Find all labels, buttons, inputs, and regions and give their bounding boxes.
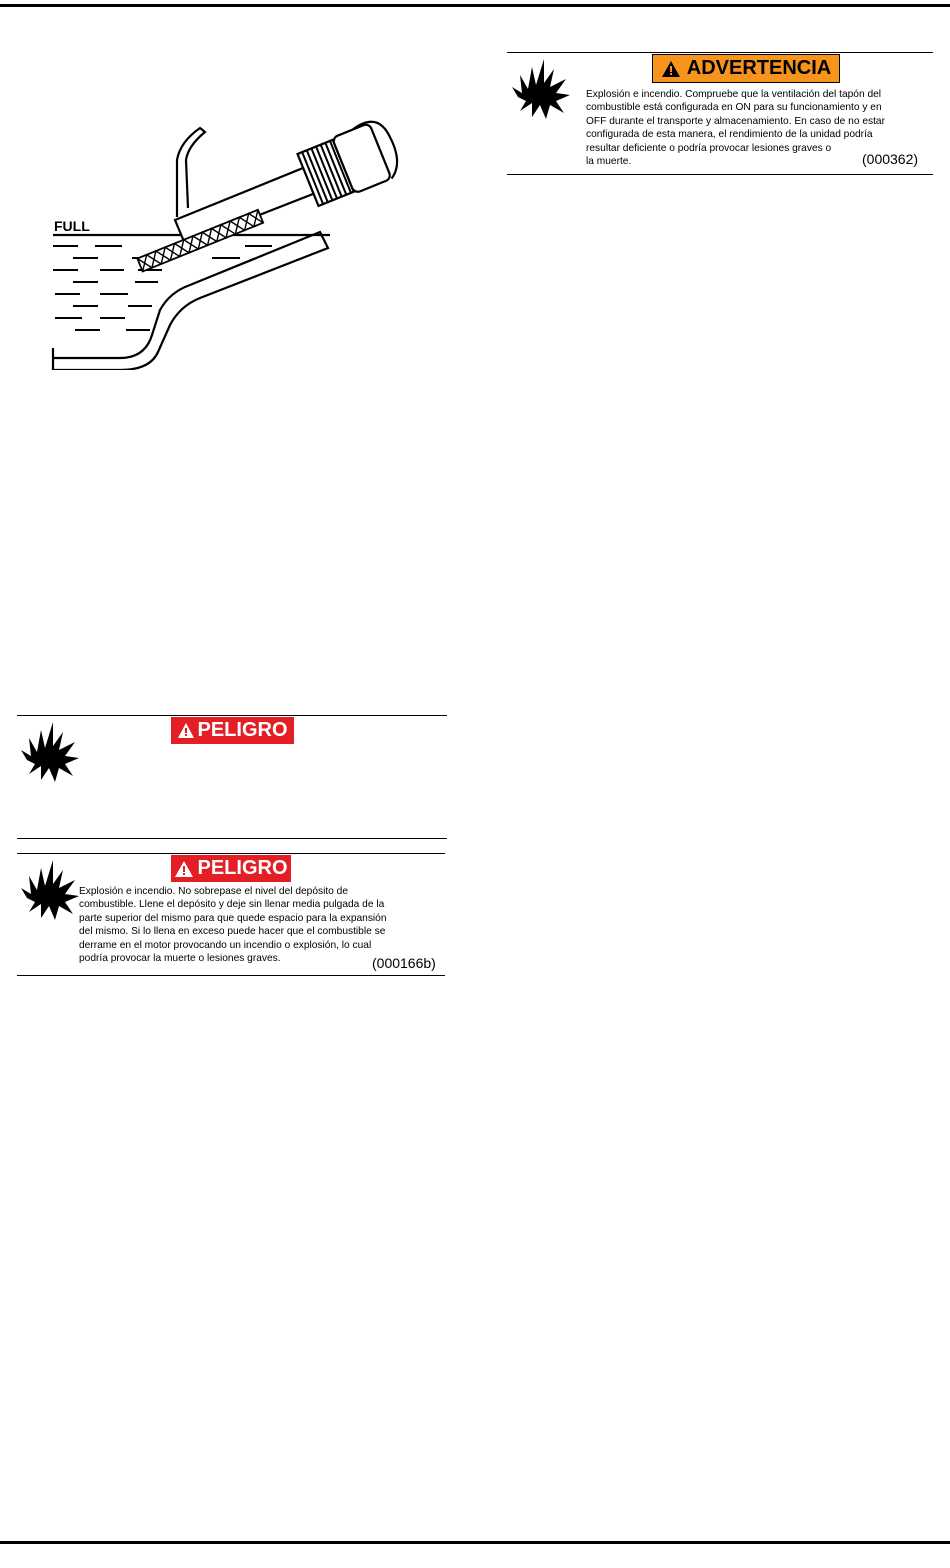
warning-triangle-icon <box>661 60 681 78</box>
peligro-line: parte superior del mismo para que quede espacio para la expansión <box>79 912 387 924</box>
explosion-icon <box>510 57 572 121</box>
warning-triangle-icon <box>174 860 194 878</box>
peligro-line: Explosión e incendio. No sobrepase el nivel del depósito de <box>79 886 349 897</box>
advertencia-line: la muerte. <box>586 156 632 168</box>
peligro-code: (000166b) <box>372 955 436 971</box>
advertencia-signal-word: ADVERTENCIA <box>686 57 832 79</box>
advertencia-line: OFF durante el transporte y almacenamiento. En caso de no estar <box>586 115 885 127</box>
advertencia-line: Explosión e incendio. Compruebe que la ventilación del tapón del <box>586 89 882 100</box>
peligro-line: combustible. Llene el depósito y deje sin llenar media pulgada de la <box>79 899 385 911</box>
full-label: FULL <box>54 218 90 234</box>
peligro-warning-box-2 <box>17 853 445 976</box>
peligro-line: derrame en el motor provocando un incendio o explosión, lo cual <box>79 939 372 951</box>
advertencia-line: configurada de esta manera, el rendimiento de la unidad podría <box>586 129 873 141</box>
peligro-banner <box>170 854 292 883</box>
advertencia-banner <box>652 54 840 83</box>
explosion-icon <box>19 720 81 784</box>
top-rule <box>0 4 950 7</box>
peligro-line: del mismo. Si lo llena en exceso puede hacer que el combustible se <box>79 926 386 938</box>
peligro-banner <box>170 716 295 745</box>
explosion-icon <box>19 858 81 922</box>
advertencia-line: resultar deficiente o podría provocar lesiones graves o <box>586 142 832 154</box>
bottom-rule <box>0 1541 950 1544</box>
peligro-warning-box-1 <box>17 715 447 839</box>
peligro-line: podría provocar la muerte o lesiones graves. <box>79 953 281 965</box>
advertencia-line: combustible está configurada en ON para su funcionamiento y en <box>586 102 882 114</box>
advertencia-warning-box <box>507 52 933 175</box>
peligro-text <box>79 885 444 965</box>
advertencia-code: (000362) <box>862 151 919 167</box>
warning-triangle-icon <box>177 722 195 739</box>
fuel-fill-illustration <box>40 120 440 370</box>
peligro-signal-word: PELIGRO <box>197 857 288 879</box>
peligro-signal-word: PELIGRO <box>197 719 288 741</box>
